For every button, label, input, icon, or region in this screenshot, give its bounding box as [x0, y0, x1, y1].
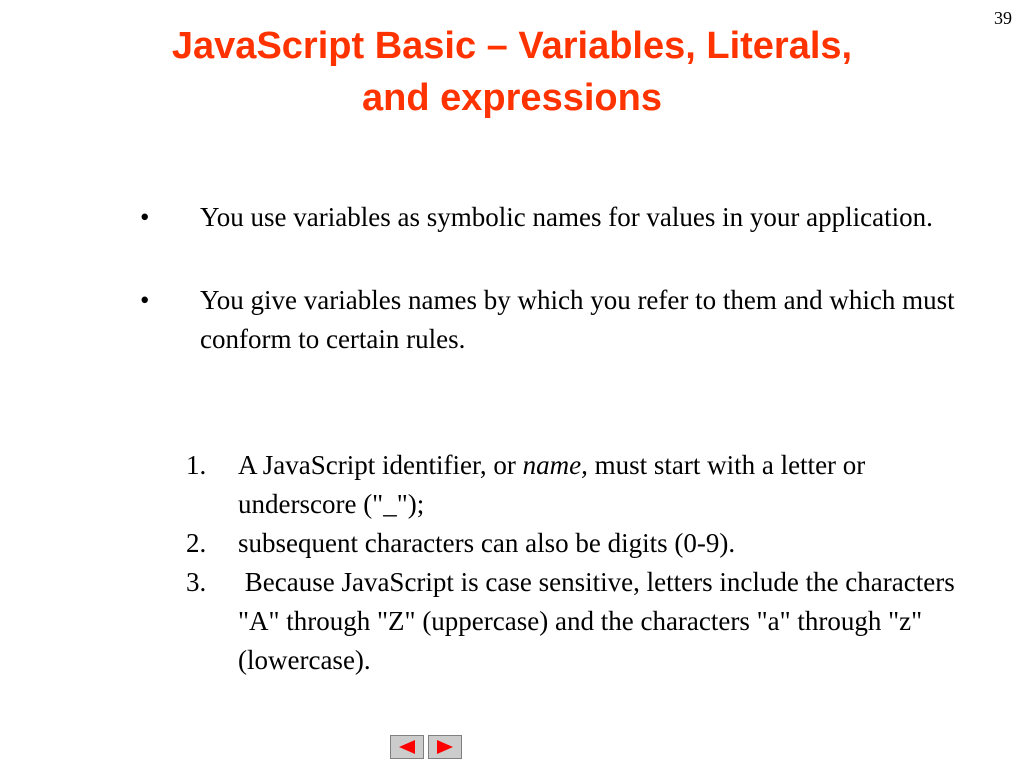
next-slide-button[interactable]: [428, 735, 462, 759]
numbered-text: subsequent characters can also be digits (0-9).: [238, 528, 736, 558]
numbered-item: [186, 446, 966, 524]
numbered-text: Because JavaScript is case sensitive, letters include the characters "A" through "Z" (uppercase) and the characters "a" through "z" (lowercase).: [238, 567, 962, 675]
numbered-item: [186, 563, 966, 680]
numbered-text-italic: name,: [522, 450, 588, 480]
bullet-item: [140, 198, 960, 237]
triangle-left-icon: [397, 739, 417, 755]
numbered-item: [186, 524, 966, 563]
bullet-list: [140, 198, 960, 403]
number-marker: 2.: [186, 528, 207, 558]
numbered-text-before: A JavaScript identifier, or: [238, 450, 523, 480]
previous-slide-button[interactable]: [390, 735, 424, 759]
numbered-text-after: must start with a letter or underscore ("_");: [238, 450, 866, 519]
page-number: 39: [994, 8, 1012, 28]
number-marker: 1.: [186, 450, 207, 480]
triangle-right-icon: [435, 739, 455, 755]
bullet-item: [140, 281, 960, 359]
number-marker: 3.: [186, 567, 207, 597]
slide-title-line-2: and expressions: [362, 77, 662, 119]
bullet-marker: •: [140, 202, 150, 232]
numbered-list: [186, 446, 966, 680]
slide-title: [0, 20, 1024, 124]
bullet-text: You use variables as symbolic names for values in your application.: [200, 202, 933, 232]
bullet-text: You give variables names by which you refer to them and which must conform to certain rules.: [200, 285, 955, 354]
bullet-marker: •: [140, 285, 150, 315]
slide-navigation: [390, 735, 462, 759]
slide-title-line-1: JavaScript Basic – Variables, Literals,: [171, 25, 853, 67]
